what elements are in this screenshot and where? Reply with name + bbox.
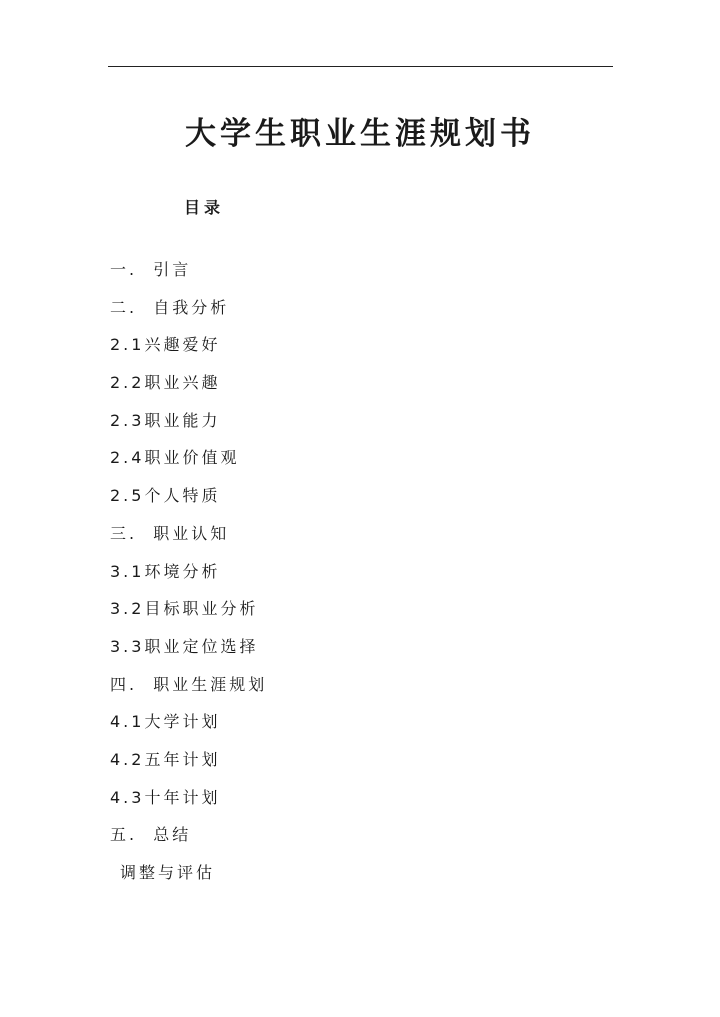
toc-item-self-analysis: 二. 自我分析: [110, 297, 230, 317]
toc-item-adjustment-evaluation: 调整与评估: [120, 863, 216, 882]
toc-item-career-planning: 四. 职业生涯规划: [110, 674, 268, 694]
toc-item-introduction: 一. 引言: [110, 260, 192, 279]
toc-item-summary: 五. 总结: [110, 825, 192, 845]
toc-item-career-positioning: 3.3职业定位选择: [110, 636, 259, 656]
toc-heading: 目录: [184, 198, 225, 217]
table-of-contents: [110, 255, 267, 896]
toc-item-ten-year-plan: 4.3十年计划: [110, 787, 221, 807]
toc-item-personal-traits: 2.5个人特质: [110, 486, 221, 506]
toc-item-environment-analysis: 3.1环境分析: [110, 561, 221, 581]
toc-item-career-cognition: 三. 职业认知: [110, 523, 230, 543]
toc-item-career-interests: 2.2职业兴趣: [110, 373, 221, 393]
document-title: 大学生职业生涯规划书: [185, 116, 535, 152]
toc-item-interests: 2.1兴趣爱好: [110, 335, 221, 355]
toc-item-career-values: 2.4职业价值观: [110, 448, 240, 468]
toc-item-career-abilities: 2.3职业能力: [110, 410, 221, 430]
header-rule: [108, 66, 613, 67]
toc-item-college-plan: 4.1大学计划: [110, 712, 221, 732]
toc-item-five-year-plan: 4.2五年计划: [110, 749, 221, 769]
toc-item-target-career-analysis: 3.2目标职业分析: [110, 599, 259, 619]
